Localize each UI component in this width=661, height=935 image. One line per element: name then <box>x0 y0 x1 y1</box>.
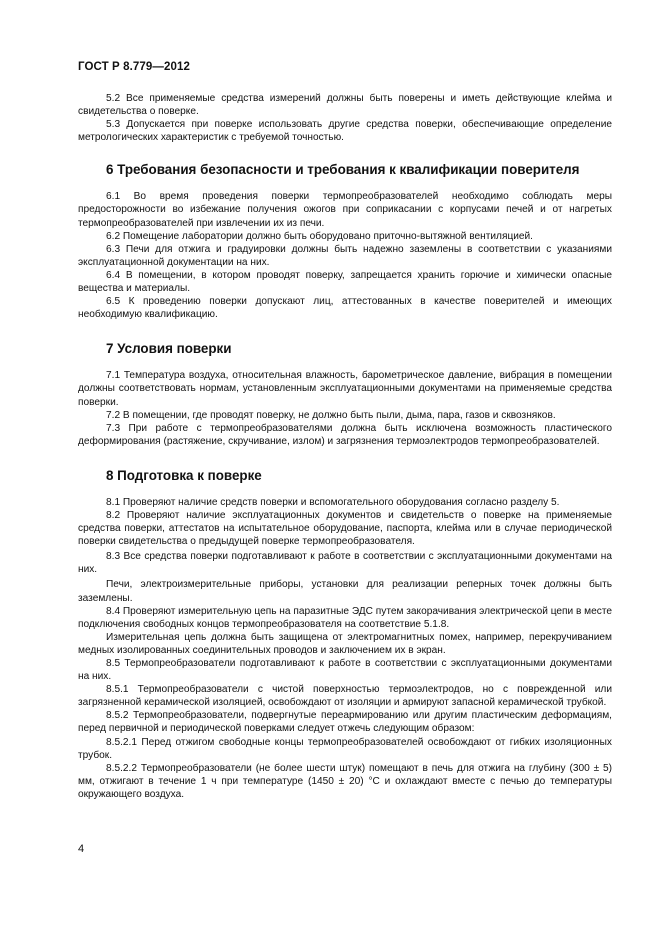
paragraph-8-3: 8.3 Все средства поверки подготавливают к работе в соответствии с эксплуатационными документами на них. <box>78 551 612 576</box>
paragraph-8-1: 8.1 Проверяют наличие средств поверки и вспомогательного оборудования согласно разделу 5. <box>106 496 560 508</box>
page-number: 4 <box>78 843 85 855</box>
paragraph-6-1: 6.1 Во время проведения поверки термопреобразователей необходимо соблюдать меры предосторожности во избежание получения ожогов при соприкасании с корпусами печей и от нагретых термопреобразователей при извлечении их из печи. <box>78 191 612 229</box>
section-6-heading: 6 Требования безопасности и требования к квалификации поверителя <box>106 162 580 178</box>
paragraph-8-5-2-1: 8.5.2.1 Перед отжигом свободные концы термопреобразователей освобождают от гибких изоляционных трубок. <box>78 736 612 761</box>
paragraph-8-2: 8.2 Проверяют наличие эксплуатационных документов и свидетельств о поверке на применяемые средства поверки, аттестатов на испытательное оборудование, паспорта, клейма или в случае периодической поверки свидетельства о предыдущей поверке термопреобразователя. <box>78 509 612 548</box>
paragraph-6-5: 6.5 К проведению поверки допускают лиц, аттестованных в качестве поверителей и имеющих необходимую квалификацию. <box>78 296 612 321</box>
paragraph-7-2: 7.2 В помещении, где проводят поверку, не должно быть пыли, дыма, пара, газов и сквозняков. <box>106 409 556 421</box>
paragraph-6-4: 6.4 В помещении, в котором проводят поверку, запрещается хранить горючие и химически опасные вещества и материалы. <box>78 269 612 295</box>
paragraph-8-5-2: 8.5.2 Термопреобразователи, подвергнутые переармированию или другим пластическим деформациям, перед первичной и периодической поверками следует отжечь следующим образом: <box>78 710 612 735</box>
section-8-heading: 8 Подготовка к поверке <box>106 467 262 483</box>
paragraph-5-3: 5.3 Допускается при поверке использовать другие средства поверки, обеспечивающие определение метрологических характеристик с требуемой точностью. <box>78 119 612 144</box>
document-body <box>78 92 612 801</box>
paragraph-8-5: 8.5 Термопреобразователи подготавливают к работе в соответствии с эксплуатационными документами на них. <box>78 658 612 683</box>
paragraph-8-4-note: Измерительная цепь должна быть защищена от электромагнитных помех, например, перекручиванием медных изолированных соединительных проводов и заключением их в экран. <box>78 631 612 656</box>
paragraph-8-4: 8.4 Проверяют измерительную цепь на паразитные ЭДС путем закорачивания электрической цепи в месте подключения свободных концов термопреобразователя на соответствие 5.1.8. <box>78 605 612 630</box>
paragraph-6-2: 6.2 Помещение лаборатории должно быть оборудовано приточно-вытяжной вентиляцией. <box>106 230 533 242</box>
section-7-heading: 7 Условия поверки <box>106 341 232 357</box>
paragraph-5-2: 5.2 Все применяемые средства измерений должны быть поверены и иметь действующие клейма и свидетельства о поверке. <box>78 93 612 118</box>
paragraph-7-1: 7.1 Температура воздуха, относительная влажность, барометрическое давление, вибрация в помещении должны соответствовать нормам, установленным эксплуатационными документами на применяемые средства поверки. <box>78 370 612 408</box>
paragraph-7-3: 7.3 При работе с термопреобразователями должна быть исключена возможность пластического деформирования (растяжение, скручивание, излом) и загрязнения термоэлектродов термопреобразователей. <box>78 422 612 447</box>
paragraph-8-3-note: Печи, электроизмерительные приборы, установки для реализации реперных точек должны быть заземлены. <box>78 579 612 604</box>
paragraph-6-3: 6.3 Печи для отжига и градуировки должны быть надежно заземлены в соответствии с указаниями эксплуатационной документации на них. <box>78 243 612 268</box>
paragraph-8-5-1: 8.5.1 Термопреобразователи с чистой поверхностью термоэлектродов, но с поврежденной или загрязненной керамической изоляцией, освобождают от изоляции и армируют запасной керамической трубкой. <box>78 684 612 709</box>
paragraph-8-5-2-2: 8.5.2.2 Термопреобразователи (не более шести штук) помещают в печь для отжига на глубину (300 ± 5) мм, отжигают в течение 1 ч при температуре (1450 ± 20) °С и охлаждают вместе с печью до температуры окружающего воздуха. <box>78 762 612 800</box>
document-header: ГОСТ Р 8.779—2012 <box>78 61 190 73</box>
